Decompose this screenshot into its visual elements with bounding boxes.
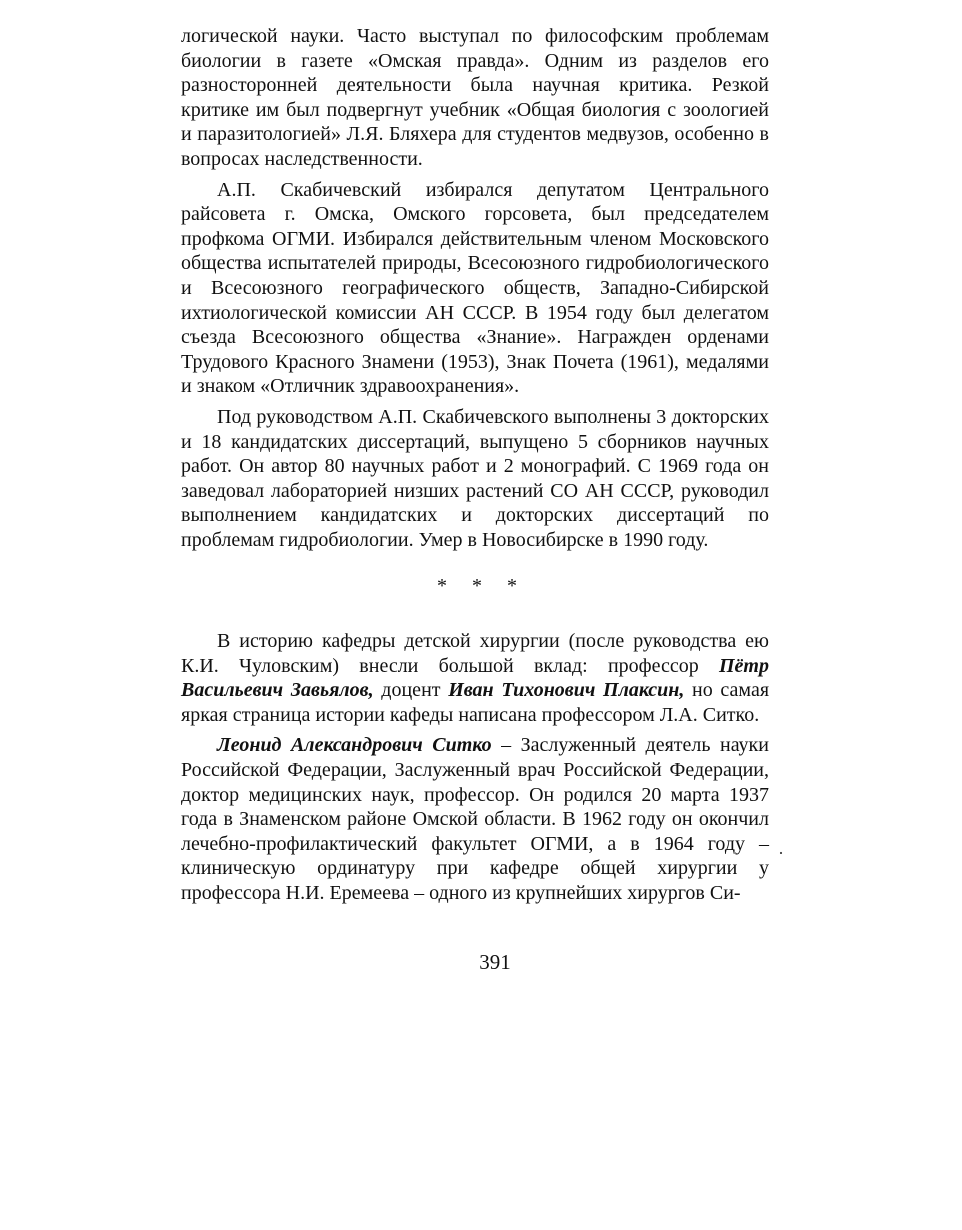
page-number-text: 391 [479,950,511,974]
paragraph-1: логической науки. Часто выступал по философским проблемам биологии в газете «Омская правда». Одним из разделов его разносторонней деятельности была научная критика. Резкой критике им был подвергнут учебник «Общая биология с зоологией и паразитологией» Л.Я. Бляхера для студентов медвузов, особенно в вопросах наследственности. [181,25,769,170]
page-text [181,24,769,906]
paragraph-5-text: – Заслуженный деятель науки Российской Федерации, Заслуженный врач Российской Федерации, доктор медицинских наук, профессор. Он родился 20 марта 1937 года в Знаменском районе Омской области. В 1962 году он окончил лечебно-профилактический факультет ОГМИ, а в 1964 году – клиническую ординатуру при кафедре общей хирургии у профессора Н.И. Еремеева – одного из крупнейших хирургов Си- [181,734,769,904]
page-number [0,950,962,975]
person-name-zavyalov: Пётр Васильевич Завьялов, [181,654,769,702]
paragraph-2: А.П. Скабичевский избирался депутатом Центрального райсовета г. Омска, Омского горсовета, был председателем профкома ОГМИ. Избирался действительным членом Московского общества испытателей природы, Всесоюзного гидробиологического и Всесоюзного географического обществ, Западно-Сибирской ихтиологической комиссии АН СССР. В 1954 году был делегатом съезда Всесоюзного общества «Знание». Награжден орденами Трудового Красного Знамени (1953), Знак Почета (1961), медалями и знаком «Отличник здравоохранения». [181,178,769,398]
paragraph-4-text-2: доцент [373,679,449,702]
section-separator: * * * [437,575,527,598]
paragraph-4-text-1: В историю кафедры детской хирургии (после руководства ею К.И. Чуловским) внесли большой вклад: профессор [181,630,769,677]
person-name-sitko: Леонид Александрович Ситко [217,734,492,757]
paragraph-4-text-3: но самая яркая страница истории кафеды написана профессором Л.А. Ситко. [181,679,770,726]
paragraph-3: Под руководством А.П. Скабичевского выполнены 3 докторских и 18 кандидатских диссертаций, выпущено 5 сборников научных работ. Он автор 80 научных работ и 2 монографий. С 1969 года он заведовал лабораторией низших растений СО АН СССР, руководил выполнением кандидатских и докторских диссертаций по проблемам гидробиологии. Умер в Новосибирске в 1990 году. [181,405,769,551]
margin-dot: · [778,843,784,863]
paragraph-4 [181,629,769,727]
paragraph-5 [181,733,769,905]
person-name-plaksin: Иван Тихонович Плаксин, [448,679,685,702]
